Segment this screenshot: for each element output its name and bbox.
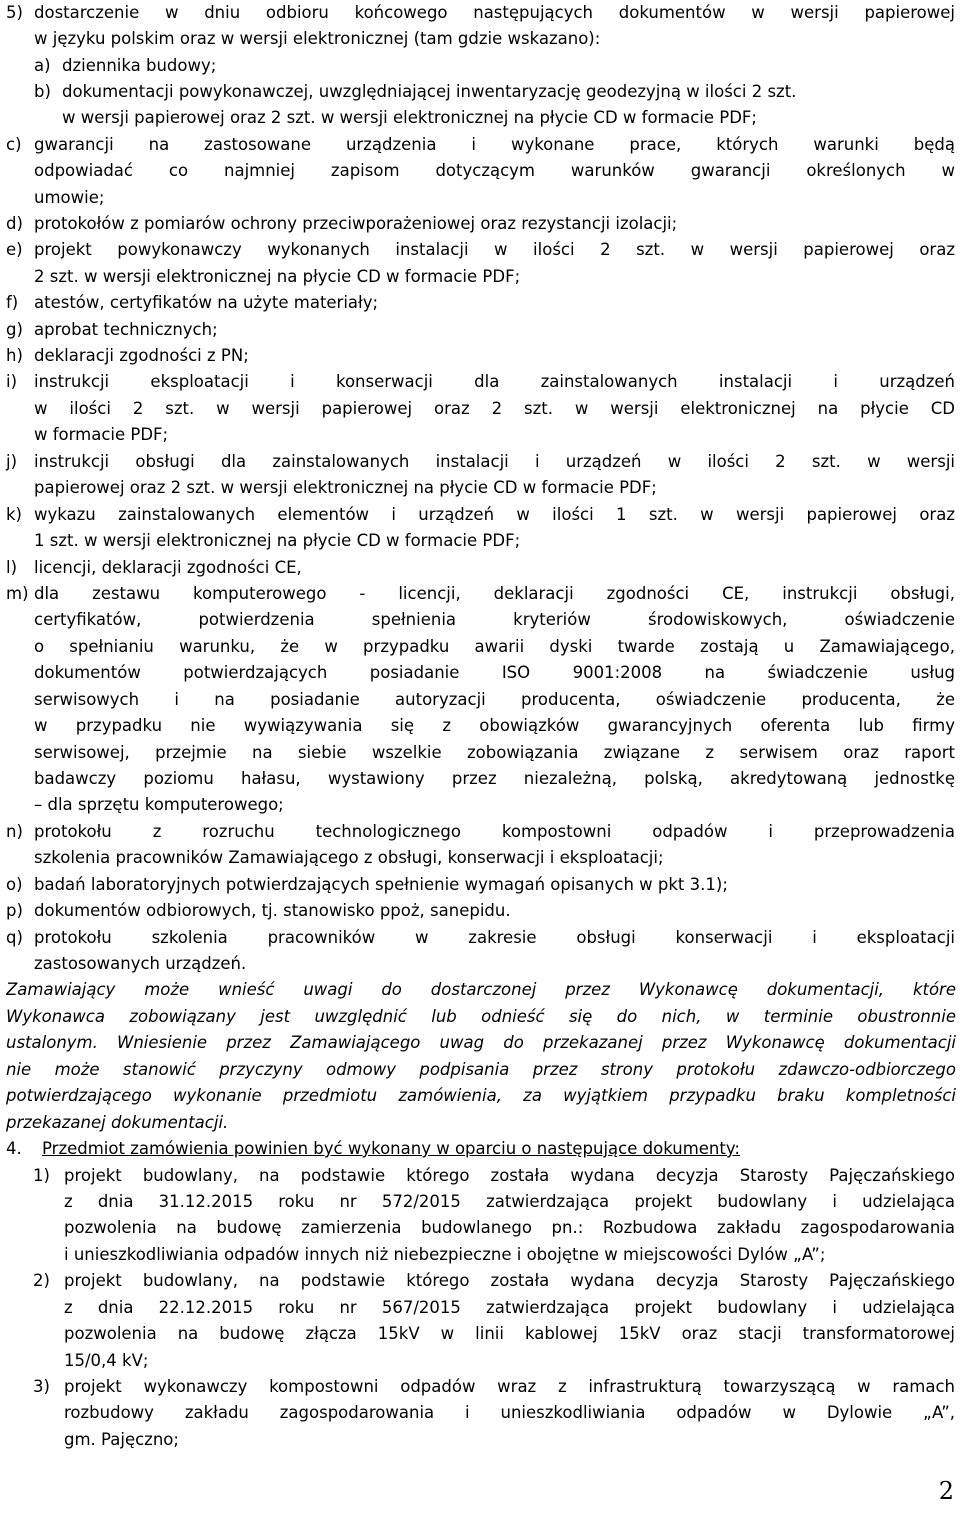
list-item (0, 1163, 960, 1189)
list-item-continuation (0, 713, 960, 739)
item-5-line-2 (0, 26, 960, 52)
list-item-label: p) (6, 901, 23, 920)
list-item-continuation (0, 660, 960, 686)
list-item (0, 211, 960, 237)
paragraph-line (0, 1057, 960, 1083)
list-item (0, 53, 960, 79)
list-item-label: q) (6, 928, 23, 947)
list-item-text: 2 szt. w wersji elektronicznej na płycie CD w formacie PDF; (34, 267, 521, 286)
list-item-continuation (0, 1215, 960, 1241)
list-item-text: certyfikatów, potwierdzenia spełnienia kryteriów środowiskowych, oświadczenie (34, 610, 955, 629)
list-item-text: papierowej oraz 2 szt. w wersji elektronicznej na płycie CD w formacie PDF; (34, 478, 657, 497)
list-item-label: f) (6, 293, 19, 312)
list-item-text: pozwolenia na budowę zamierzenia budowlanego pn.: Rozbudowa zakładu zagospodarowania (64, 1218, 955, 1237)
list-item-text: gm. Pajęczno; (64, 1430, 179, 1449)
list-item-label: a) (34, 56, 51, 75)
list-item-text: rozbudowy zakładu zagospodarowania i unieszkodliwiania odpadów w Dylowie „A”, (64, 1403, 955, 1422)
paragraph-text: Wykonawca zobowiązany jest uwzględnić lub odnieść się do nich, w terminie obustronnie (6, 1007, 956, 1026)
list-item-text: umowie; (34, 188, 105, 207)
paragraph-text: ustalonym. Wniesienie przez Zamawiającego uwag do przekazanej przez Wykonawcę dokumentacji (6, 1033, 956, 1052)
list-item-text: serwisowych i na posiadanie autoryzacji producenta, oświadczenie producenta, że (34, 690, 955, 709)
list-item-text: pozwolenia na budowę złącza 15kV w linii kablowej 15kV oraz stacji transformatorowej (64, 1324, 955, 1343)
section-number: 4. (6, 1139, 22, 1158)
list-item (0, 369, 960, 395)
list-item-label: 3) (33, 1377, 50, 1396)
list-item (0, 581, 960, 607)
list-item-label: b) (34, 82, 51, 101)
list-item-label: c) (6, 135, 22, 154)
list-item-continuation (0, 687, 960, 713)
paragraph-text: nie może stanowić przyczyny odmowy podpisania przez strony protokołu zdawczo-odbiorczego (6, 1060, 956, 1079)
list-item-label: j) (6, 452, 18, 471)
list-item-text: zastosowanych urządzeń. (34, 954, 247, 973)
list-item-label: i) (6, 372, 18, 391)
item-5-line-1 (0, 0, 960, 26)
list-item-text: 1 szt. w wersji elektronicznej na płycie CD w formacie PDF; (34, 531, 521, 550)
list-item-continuation (0, 1321, 960, 1347)
list-item-continuation (0, 845, 960, 871)
list-item-text: 15/0,4 kV; (64, 1351, 149, 1370)
paragraph-line (0, 1004, 960, 1030)
list-item-text: w wersji papierowej oraz 2 szt. w wersji elektronicznej na płycie CD w formacie PDF; (62, 108, 757, 127)
paragraph-line (0, 1083, 960, 1109)
list-item-text: instrukcji obsługi dla zainstalowanych instalacji i urządzeń w ilości 2 szt. w wersji (34, 452, 955, 471)
item-5-text: w języku polskim oraz w wersji elektronicznej (tam gdzie wskazano): (34, 29, 601, 48)
paragraph-line (0, 1110, 960, 1136)
list-item-label: o) (6, 875, 23, 894)
list-item-label: n) (6, 822, 23, 841)
list-item-text: w formacie PDF; (34, 425, 169, 444)
list-item-text: deklaracji zgodności z PN; (34, 346, 249, 365)
list-item-continuation (0, 634, 960, 660)
list-item-continuation (0, 951, 960, 977)
list-item-continuation (0, 422, 960, 448)
list-item (0, 1268, 960, 1294)
list-item-continuation (0, 185, 960, 211)
list-item-continuation (0, 1427, 960, 1453)
paragraph-line (0, 1030, 960, 1056)
list-item (0, 343, 960, 369)
list-item (0, 132, 960, 158)
section-heading (0, 1136, 960, 1162)
page-number: 2 (938, 1477, 954, 1505)
list-item-text: protokołu z rozruchu technologicznego kompostowni odpadów i przeprowadzenia (34, 822, 955, 841)
list-item-label: e) (6, 240, 23, 259)
list-item-text: gwarancji na zastosowane urządzenia i wykonane prace, których warunki będą (34, 135, 955, 154)
list-item-label: g) (6, 320, 23, 339)
list-item-text: odpowiadać co najmniej zapisom dotyczącym warunków gwarancji określonych w (34, 161, 955, 180)
list-item-continuation (0, 105, 960, 131)
list-item (0, 1374, 960, 1400)
list-item-label: 1) (33, 1166, 50, 1185)
list-item-text: w przypadku nie wywiązywania się z obowiązków gwarancyjnych oferenta lub firmy (34, 716, 955, 735)
list-item-continuation (0, 1189, 960, 1215)
list-item-label: h) (6, 346, 23, 365)
list-item-text: badawczy poziomu hałasu, wystawiony przez niezależną, polską, akredytowaną jednostkę (34, 769, 955, 788)
list-item-continuation (0, 158, 960, 184)
list-item-continuation (0, 1348, 960, 1374)
list-item-text: z dnia 31.12.2015 roku nr 572/2015 zatwierdzająca projekt budowlany i udzielająca (64, 1192, 955, 1211)
list-item-text: protokołów z pomiarów ochrony przeciwporażeniowej oraz rezystancji izolacji; (34, 214, 678, 233)
list-item-text: badań laboratoryjnych potwierdzających spełnienie wymagań opisanych w pkt 3.1); (34, 875, 728, 894)
list-item-text: projekt budowlany, na podstawie którego została wydana decyzja Starosty Pajęczańskiego (64, 1166, 955, 1185)
list-item-continuation (0, 1242, 960, 1268)
list-item-text: i unieszkodliwiania odpadów innych niż niebezpieczne i obojętne w miejscowości Dylów „A”; (64, 1245, 826, 1264)
list-item-text: serwisowej, przejmie na siebie wszelkie zobowiązania związane z serwisem oraz raport (34, 743, 955, 762)
list-item (0, 555, 960, 581)
list-item (0, 449, 960, 475)
paragraph-text: Zamawiający może wnieść uwagi do dostarczonej przez Wykonawcę dokumentacji, które (6, 980, 956, 999)
list-item-text: wykazu zainstalowanych elementów i urządzeń w ilości 1 szt. w wersji papierowej oraz (34, 505, 955, 524)
list-item-text: w ilości 2 szt. w wersji papierowej oraz 2 szt. w wersji elektronicznej na płycie CD (34, 399, 955, 418)
list-item-label: d) (6, 214, 23, 233)
list-item-text: dokumentów odbiorowych, tj. stanowisko ppoż, sanepidu. (34, 901, 511, 920)
list-item (0, 898, 960, 924)
list-item-text: projekt budowlany, na podstawie którego została wydana decyzja Starosty Pajęczańskiego (64, 1271, 955, 1290)
list-item-text: atestów, certyfikatów na użyte materiały; (34, 293, 379, 312)
list-item-continuation (0, 475, 960, 501)
list-item-label: k) (6, 505, 22, 524)
list-item-text: dokumentów potwierdzających posiadanie ISO 9001:2008 na świadczenie usług (34, 663, 955, 682)
list-item (0, 872, 960, 898)
list-item-continuation (0, 766, 960, 792)
list-item (0, 79, 960, 105)
paragraph-line (0, 977, 960, 1003)
list-item (0, 317, 960, 343)
list-item (0, 290, 960, 316)
list-item-text: instrukcji eksploatacji i konserwacji dla zainstalowanych instalacji i urządzeń (34, 372, 955, 391)
list-item-text: projekt powykonawczy wykonanych instalacji w ilości 2 szt. w wersji papierowej oraz (34, 240, 955, 259)
paragraph-text: przekazanej dokumentacji. (6, 1113, 229, 1132)
list-item-continuation (0, 1400, 960, 1426)
list-item-text: dokumentacji powykonawczej, uwzględniającej inwentaryzację geodezyjną w ilości 2 szt. (62, 82, 797, 101)
list-item-continuation (0, 396, 960, 422)
list-item-text: licencji, deklaracji zgodności CE, (34, 558, 302, 577)
list-item-text: dziennika budowy; (62, 56, 217, 75)
list-item (0, 819, 960, 845)
list-item (0, 502, 960, 528)
list-item-text: projekt wykonawczy kompostowni odpadów wraz z infrastrukturą towarzyszącą w ramach (64, 1377, 955, 1396)
list-item-text: aprobat technicznych; (34, 320, 218, 339)
list-item-text: z dnia 22.12.2015 roku nr 567/2015 zatwierdzająca projekt budowlany i udzielająca (64, 1298, 955, 1317)
list-item-text: o spełnianiu warunku, że w przypadku awarii dyski twarde zostają u Zamawiającego, (34, 637, 955, 656)
list-item-text: dla zestawu komputerowego - licencji, deklaracji zgodności CE, instrukcji obsługi, (34, 584, 955, 603)
list-item-continuation (0, 528, 960, 554)
list-item-text: – dla sprzętu komputerowego; (34, 795, 284, 814)
list-item (0, 237, 960, 263)
item-5-label: 5) (6, 3, 23, 22)
paragraph-text: potwierdzającego wykonanie przedmiotu zamówienia, za wyjątkiem przypadku braku kompletności (6, 1086, 956, 1105)
list-item-continuation (0, 607, 960, 633)
list-item-label: l) (6, 558, 18, 577)
list-item-text: protokołu szkolenia pracowników w zakresie obsługi konserwacji i eksploatacji (34, 928, 955, 947)
list-item-continuation (0, 1295, 960, 1321)
item-5-text: dostarczenie w dniu odbioru końcowego następujących dokumentów w wersji papierowej (34, 3, 955, 22)
list-item-label: 2) (33, 1271, 50, 1290)
list-item-continuation (0, 740, 960, 766)
list-item-continuation (0, 792, 960, 818)
list-item-continuation (0, 264, 960, 290)
section-title: Przedmiot zamówienia powinien być wykonany w oparciu o następujące dokumenty: (42, 1139, 740, 1158)
list-item (0, 925, 960, 951)
list-item-text: szkolenia pracowników Zamawiającego z obsługi, konserwacji i eksploatacji; (34, 848, 664, 867)
list-item-label: m) (6, 584, 29, 603)
